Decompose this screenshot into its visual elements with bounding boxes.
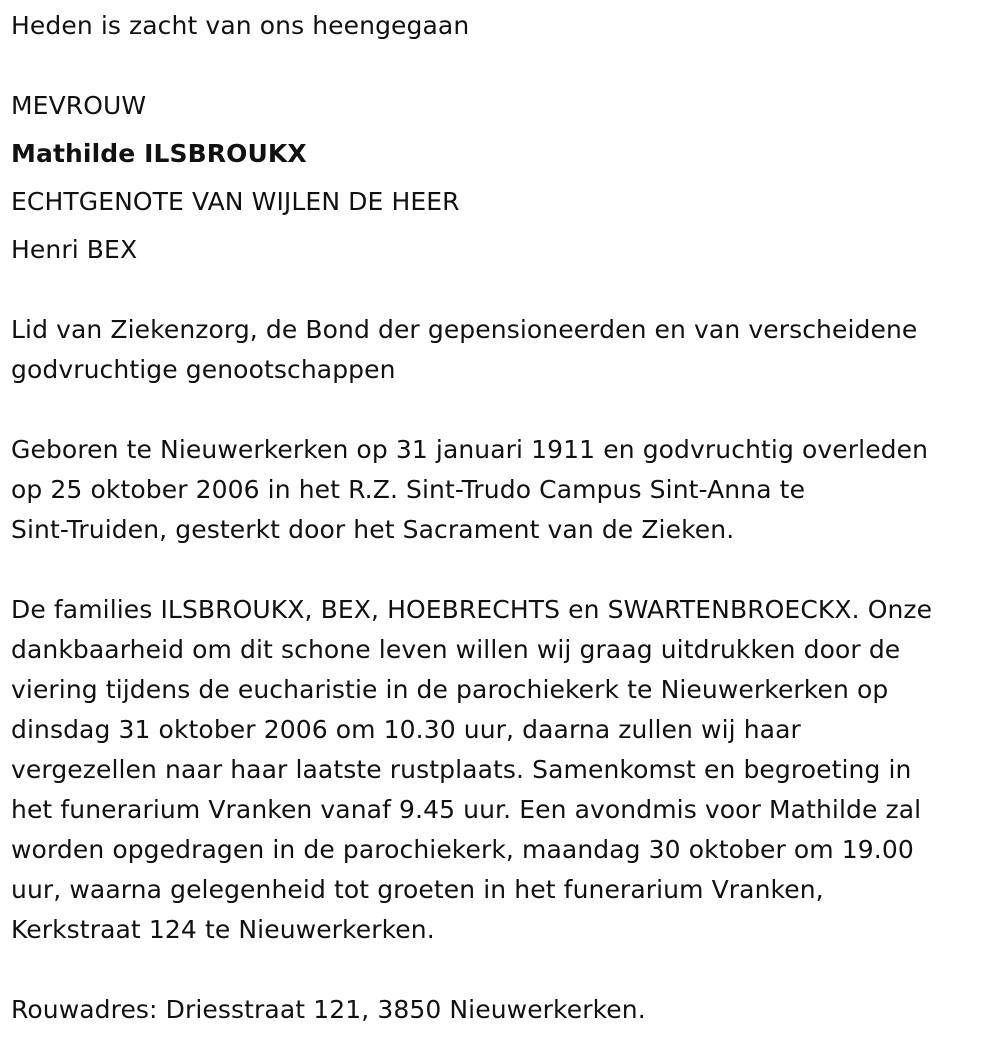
paragraph-line: uur, waarna gelegenheid tot groeten in het funerarium Vranken, xyxy=(11,875,824,904)
paragraph-line: Geboren te Nieuwerkerken op 31 januari 1911 en godvruchtig overleden xyxy=(11,435,929,464)
deceased-name: Mathilde ILSBROUKX xyxy=(11,139,307,168)
paragraph-line: worden opgedragen in de parochiekerk, maandag 30 oktober om 19.00 xyxy=(11,835,914,864)
mourning-address: Rouwadres: Driesstraat 121, 3850 Nieuwerkerken. xyxy=(11,995,646,1024)
paragraph-line: godvruchtige genootschappen xyxy=(11,355,396,384)
birth-death-paragraph xyxy=(11,430,986,550)
paragraph-line: dinsdag 31 oktober 2006 om 10.30 uur, daarna zullen wij haar xyxy=(11,715,801,744)
paragraph-line: Sint-Truiden, gesterkt door het Sacrament van de Zieken. xyxy=(11,515,735,544)
paragraph-line: viering tijdens de eucharistie in de parochiekerk te Nieuwerkerken op xyxy=(11,675,889,704)
paragraph-line: op 25 oktober 2006 in het R.Z. Sint-Trudo Campus Sint-Anna te xyxy=(11,475,806,504)
intro-text: Heden is zacht van ons heengegaan xyxy=(11,11,470,40)
paragraph-line: Kerkstraat 124 te Nieuwerkerken. xyxy=(11,915,435,944)
paragraph-line: het funerarium Vranken vanaf 9.45 uur. Een avondmis voor Mathilde zal xyxy=(11,795,922,824)
spouse-label: ECHTGENOTE VAN WIJLEN DE HEER xyxy=(11,187,460,216)
honorific: MEVROUW xyxy=(11,91,147,120)
paragraph-line: De families ILSBROUKX, BEX, HOEBRECHTS en SWARTENBROECKX. Onze xyxy=(11,595,933,624)
spouse-name: Henri BEX xyxy=(11,235,138,264)
paragraph-line: vergezellen naar haar laatste rustplaats. Samenkomst en begroeting in xyxy=(11,755,912,784)
paragraph-line: Lid van Ziekenzorg, de Bond der gepensioneerden en van verscheidene xyxy=(11,315,918,344)
paragraph-line: dankbaarheid om dit schone leven willen wij graag uitdrukken door de xyxy=(11,635,901,664)
membership-paragraph xyxy=(11,310,986,390)
families-paragraph xyxy=(11,590,986,950)
